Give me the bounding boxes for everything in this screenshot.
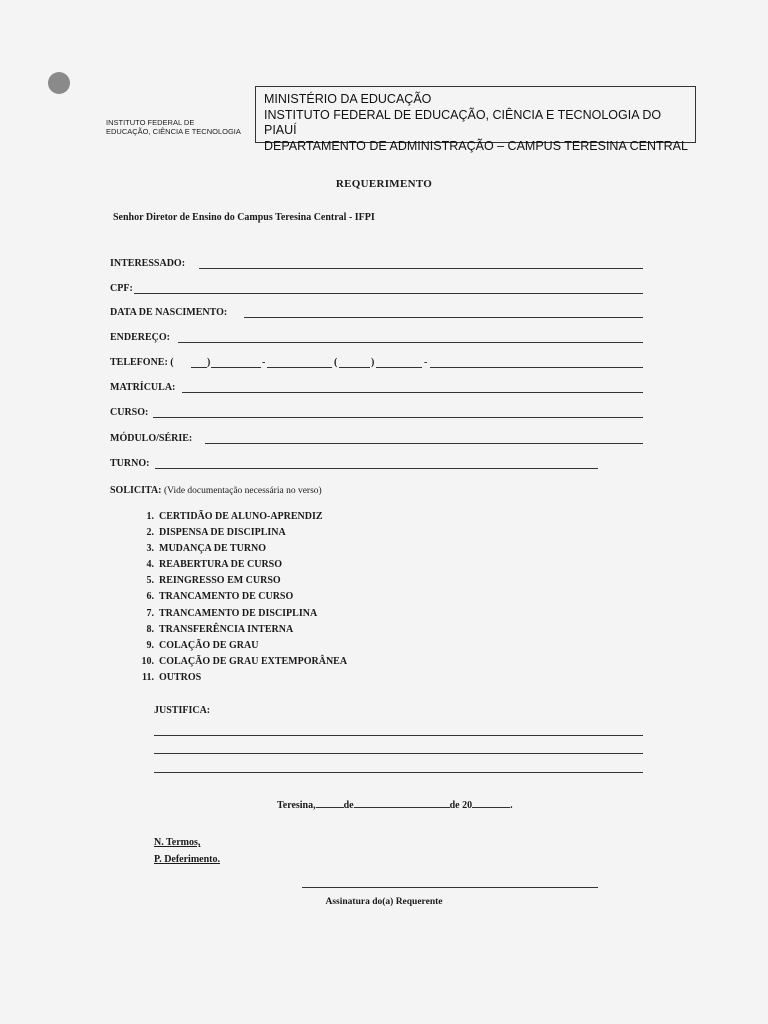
option-label: DISPENSA DE DISCIPLINA <box>159 527 286 539</box>
cpf-label: CPF: <box>110 283 133 294</box>
telefone-label: TELEFONE: ( <box>110 357 174 368</box>
justifica-line-1[interactable] <box>154 735 643 736</box>
option-item[interactable] <box>130 509 347 525</box>
option-item[interactable] <box>130 654 347 670</box>
option-number: 9. <box>146 639 154 651</box>
telefone-ddd-1[interactable] <box>191 367 207 368</box>
solicita-note: (Vide documentação necessária no verso) <box>164 486 322 496</box>
turno-input[interactable] <box>155 468 598 469</box>
modulo-input[interactable] <box>205 443 643 444</box>
signature-label: Assinatura do(a) Requerente <box>325 897 443 907</box>
signature-line[interactable] <box>302 887 598 888</box>
telefone-dash-2: - <box>424 357 428 368</box>
solicita-label: SOLICITA: <box>110 485 162 496</box>
modulo-label: MÓDULO/SÉRIE: <box>110 433 193 444</box>
option-item[interactable] <box>130 589 347 605</box>
option-label: TRANCAMENTO DE CURSO <box>159 591 294 603</box>
department-line: DEPARTAMENTO DE ADMINISTRAÇÃO – CAMPUS TERESINA CENTRAL <box>264 138 688 153</box>
date-day-input[interactable] <box>316 798 344 808</box>
endereco-label: ENDEREÇO: <box>110 332 171 343</box>
options-list <box>130 509 347 686</box>
option-number: 3. <box>146 543 154 555</box>
n-termos: N. Termos, <box>154 837 201 848</box>
solicita-heading <box>110 485 322 496</box>
nascimento-input[interactable] <box>244 317 643 318</box>
date-line <box>277 798 513 811</box>
option-number: 10. <box>141 655 154 667</box>
telefone-dash-1: - <box>262 357 266 368</box>
option-label: REINGRESSO EM CURSO <box>159 575 281 587</box>
institute-short-name <box>106 118 241 136</box>
telefone-number-2a[interactable] <box>376 367 422 368</box>
telefone-number-1a[interactable] <box>211 367 261 368</box>
date-month-input[interactable] <box>354 798 450 808</box>
matricula-label: MATRÍCULA: <box>110 382 176 393</box>
option-item[interactable] <box>130 557 347 573</box>
p-deferimento: P. Deferimento. <box>154 854 220 865</box>
option-label: TRANSFERÊNCIA INTERNA <box>159 623 294 635</box>
option-label: COLAÇÃO DE GRAU <box>159 639 259 651</box>
telefone-close-paren-1: ) <box>207 357 211 368</box>
option-label: COLAÇÃO DE GRAU EXTEMPORÂNEA <box>159 655 348 667</box>
option-label: MUDANÇA DE TURNO <box>159 543 267 555</box>
option-item[interactable] <box>130 573 347 589</box>
matricula-input[interactable] <box>182 392 643 393</box>
interessado-label: INTERESSADO: <box>110 258 186 269</box>
option-item[interactable] <box>130 622 347 638</box>
nascimento-label: DATA DE NASCIMENTO: <box>110 307 228 318</box>
interessado-input[interactable] <box>199 268 643 269</box>
option-label: REABERTURA DE CURSO <box>159 559 283 571</box>
option-item[interactable] <box>130 541 347 557</box>
option-number: 4. <box>146 559 154 571</box>
option-item[interactable] <box>130 525 347 541</box>
date-de-1: de <box>343 800 354 811</box>
salutation: Senhor Diretor de Ensino do Campus Teresina Central - IFPI <box>113 212 375 223</box>
date-city: Teresina, <box>277 800 316 811</box>
turno-label: TURNO: <box>110 458 150 469</box>
curso-label: CURSO: <box>110 407 149 418</box>
option-number: 7. <box>146 607 154 619</box>
option-label: CERTIDÃO DE ALUNO-APRENDIZ <box>159 511 323 522</box>
institute-line-2: EDUCAÇÃO, CIÊNCIA E TECNOLOGIA <box>106 127 241 136</box>
option-number: 5. <box>146 575 154 587</box>
option-number: 2. <box>146 527 154 539</box>
option-number: 11. <box>142 671 154 683</box>
option-number: 8. <box>146 623 154 635</box>
option-item[interactable] <box>130 606 347 622</box>
justifica-line-3[interactable] <box>154 772 643 773</box>
telefone-number-2b[interactable] <box>430 367 643 368</box>
option-number: 6. <box>146 591 154 603</box>
justifica-label: JUSTIFICA: <box>154 705 211 716</box>
option-number: 1. <box>146 511 154 522</box>
date-de-2: de 20 <box>449 800 473 811</box>
option-item[interactable] <box>130 638 347 654</box>
telefone-close-paren-2: ) <box>371 357 375 368</box>
endereco-input[interactable] <box>178 342 643 343</box>
ministry-line: MINISTÉRIO DA EDUCAÇÃO <box>264 92 432 106</box>
option-label: TRANCAMENTO DE DISCIPLINA <box>159 607 318 619</box>
justifica-line-2[interactable] <box>154 753 643 754</box>
date-end: . <box>510 800 513 811</box>
option-label: OUTROS <box>159 671 202 683</box>
curso-input[interactable] <box>153 417 643 418</box>
page-title: REQUERIMENTO <box>335 178 433 190</box>
institute-logo-icon <box>48 72 70 94</box>
cpf-input[interactable] <box>134 293 643 294</box>
header-box <box>255 86 696 153</box>
option-item[interactable] <box>130 670 347 686</box>
telefone-number-1b[interactable] <box>267 367 332 368</box>
institute-line: INSTITUTO FEDERAL DE EDUCAÇÃO, CIÊNCIA E TECNOLOGIA DO PIAUÍ <box>264 107 662 137</box>
date-year-input[interactable] <box>472 798 510 808</box>
telefone-ddd-2[interactable] <box>339 367 370 368</box>
institute-line-1: INSTITUTO FEDERAL DE <box>106 118 195 127</box>
telefone-open-paren-2: ( <box>334 357 338 368</box>
